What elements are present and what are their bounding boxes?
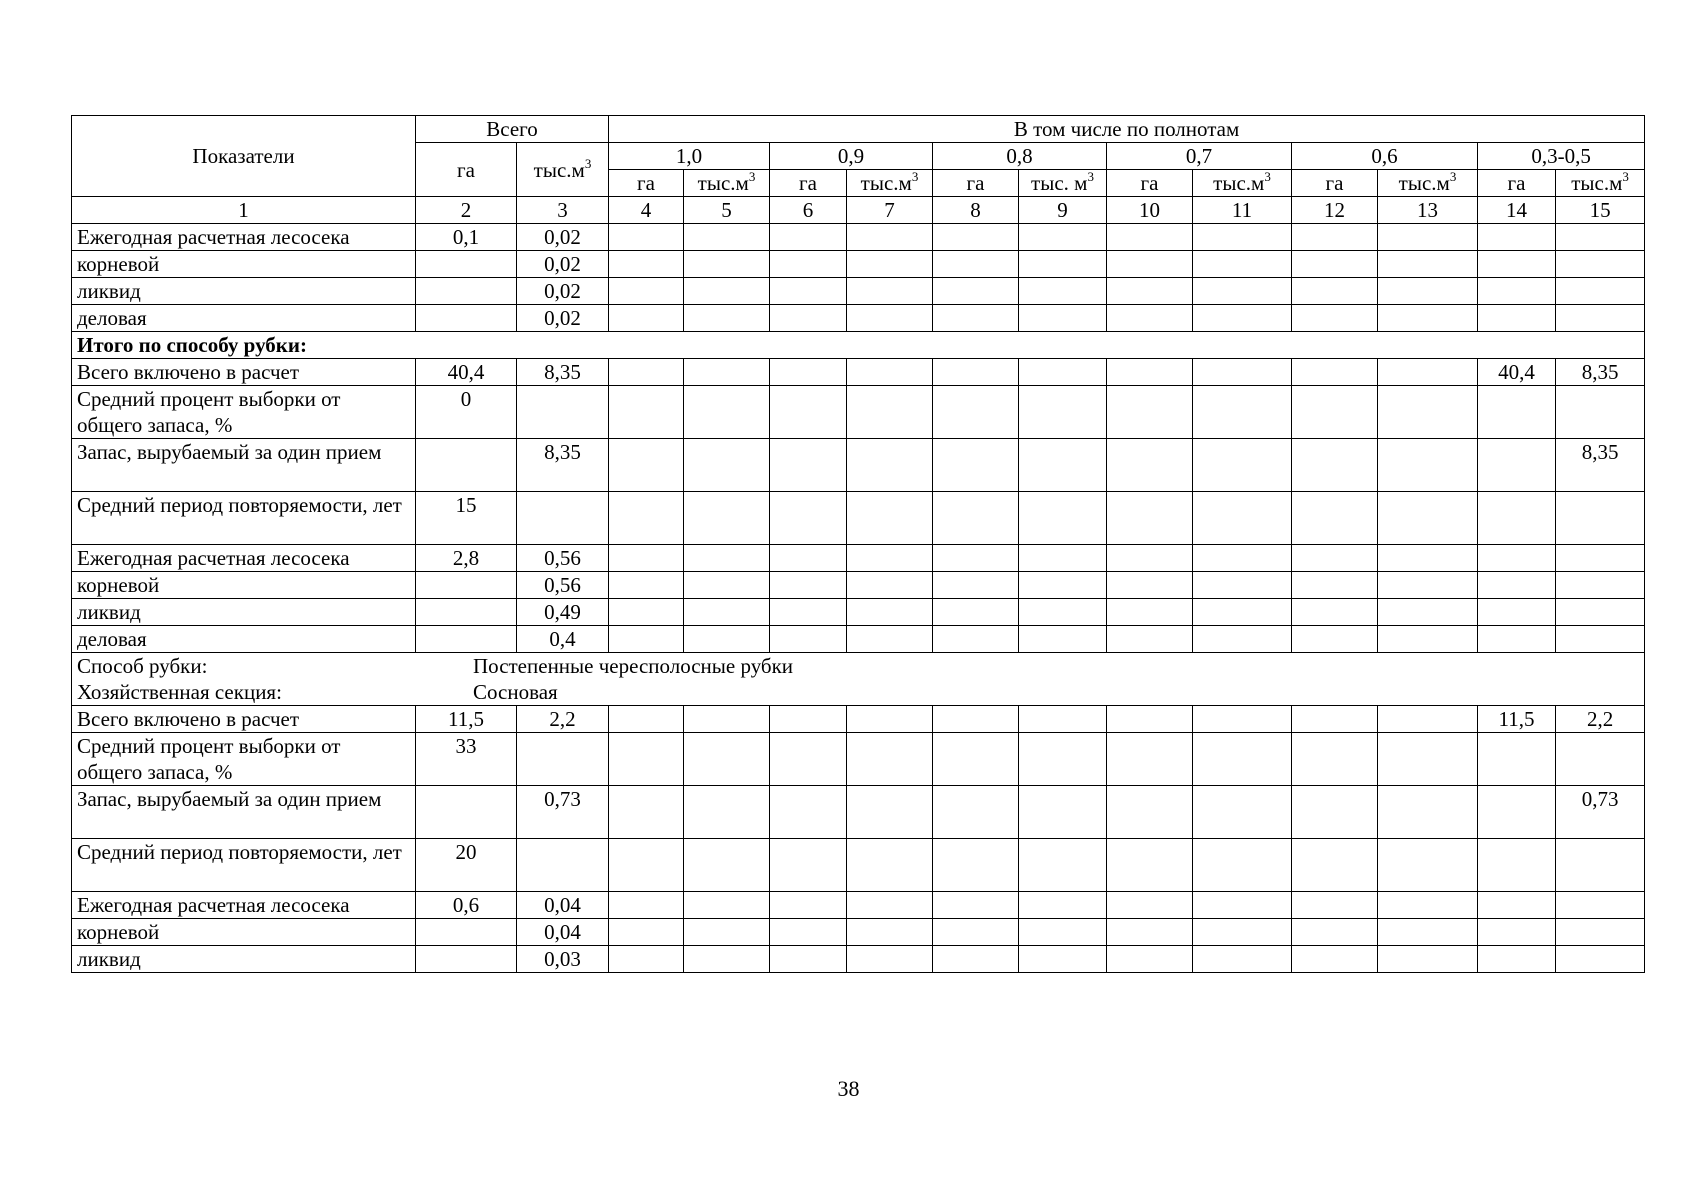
- row-label: Средний период повторяемости, лет: [72, 839, 416, 892]
- header-density-3: 0,8: [933, 143, 1107, 170]
- cell-value: 11,5: [1478, 706, 1556, 733]
- cell-value: 0,02: [517, 305, 609, 332]
- header-density-2: 0,9: [770, 143, 933, 170]
- row-label: деловая: [72, 626, 416, 653]
- table-row: [72, 733, 1645, 786]
- cell-value: 0,49: [517, 599, 609, 626]
- cell-value: 0,56: [517, 572, 609, 599]
- header-total-vol: $тыс.м^3$: [517, 143, 609, 197]
- section-title-row: [72, 332, 1645, 359]
- table-row: [72, 251, 1645, 278]
- cell-value: 2,2: [1556, 706, 1645, 733]
- header-unit-vol: $тыс.м^3$: [847, 170, 933, 197]
- col-number: 14: [1478, 197, 1556, 224]
- row-label: Ежегодная расчетная лесосека: [72, 224, 416, 251]
- table-row: [72, 224, 1645, 251]
- page-number: 38: [837, 1076, 860, 1101]
- row-label: ликвид: [72, 946, 416, 973]
- column-numbers-row: [72, 197, 1645, 224]
- table-row: [72, 892, 1645, 919]
- col-number: 9: [1019, 197, 1107, 224]
- header-unit-vol: $тыс.м^3$: [684, 170, 770, 197]
- col-number: 12: [1292, 197, 1378, 224]
- economy-value: Сосновая: [473, 680, 558, 704]
- cell-value: 0,6: [416, 892, 517, 919]
- cell-value: 40,4: [1478, 359, 1556, 386]
- header-unit-vol: $тыс.м^3$: [1378, 170, 1478, 197]
- row-label: корневой: [72, 919, 416, 946]
- header-unit-ha: га: [933, 170, 1019, 197]
- row-label: ликвид: [72, 599, 416, 626]
- table-row: [72, 626, 1645, 653]
- header-unit-ha: га: [1292, 170, 1378, 197]
- header-density-1: 1,0: [609, 143, 770, 170]
- cell-value: 8,35: [1556, 359, 1645, 386]
- table-row: [72, 545, 1645, 572]
- header-including: В том числе по полнотам: [609, 116, 1645, 143]
- method-label: Способ рубки:: [77, 654, 208, 678]
- cell-value: 0: [416, 386, 517, 439]
- col-number: 1: [72, 197, 416, 224]
- header-unit-vol: $тыс.м^3$: [1556, 170, 1645, 197]
- row-label: Всего включено в расчет: [72, 359, 416, 386]
- col-number: 8: [933, 197, 1019, 224]
- col-number: 13: [1378, 197, 1478, 224]
- economy-label: Хозяйственная секция:: [77, 680, 282, 704]
- table-row: [72, 919, 1645, 946]
- row-label: Средний процент выборки от общего запаса, %: [72, 386, 416, 439]
- table-row: [72, 359, 1645, 386]
- table-row: [72, 305, 1645, 332]
- row-label: Запас, вырубаемый за один прием: [72, 786, 416, 839]
- header-density-5: 0,6: [1292, 143, 1478, 170]
- col-number: 6: [770, 197, 847, 224]
- cell-value: 33: [416, 733, 517, 786]
- header-indicators: Показатели: [72, 116, 416, 197]
- row-label: ликвид: [72, 278, 416, 305]
- cell-value: 8,35: [517, 439, 609, 492]
- cell-value: 0,73: [1556, 786, 1645, 839]
- col-number: 2: [416, 197, 517, 224]
- col-number: 15: [1556, 197, 1645, 224]
- section-header-row: [72, 653, 1645, 706]
- header-unit-ha: га: [609, 170, 684, 197]
- cell-value: 0,04: [517, 892, 609, 919]
- table-row: [72, 386, 1645, 439]
- col-number: 3: [517, 197, 609, 224]
- cell-value: 15: [416, 492, 517, 545]
- method-value: Постепенные чересполосные рубки: [473, 654, 794, 678]
- row-label: деловая: [72, 305, 416, 332]
- col-number: 10: [1107, 197, 1193, 224]
- cell-value: 2,2: [517, 706, 609, 733]
- col-number: 4: [609, 197, 684, 224]
- cell-value: 0,02: [517, 251, 609, 278]
- row-label: Средний период повторяемости, лет: [72, 492, 416, 545]
- table-row: [72, 946, 1645, 973]
- cell-value: 0,1: [416, 224, 517, 251]
- cell-value: 2,8: [416, 545, 517, 572]
- table-row: [72, 599, 1645, 626]
- row-label: Ежегодная расчетная лесосека: [72, 545, 416, 572]
- cell-value: 0,02: [517, 278, 609, 305]
- header-total: Всего: [416, 116, 609, 143]
- cell-value: 40,4: [416, 359, 517, 386]
- row-label: корневой: [72, 572, 416, 599]
- cell-value: 0,56: [517, 545, 609, 572]
- cell-value: 0,03: [517, 946, 609, 973]
- table-row: [72, 839, 1645, 892]
- table-row: [72, 439, 1645, 492]
- row-label: корневой: [72, 251, 416, 278]
- table-row: [72, 572, 1645, 599]
- row-label: Запас, вырубаемый за один прием: [72, 439, 416, 492]
- row-label: Ежегодная расчетная лесосека: [72, 892, 416, 919]
- cell-value: 8,35: [517, 359, 609, 386]
- header-unit-ha: га: [770, 170, 847, 197]
- cell-value: 0,04: [517, 919, 609, 946]
- cell-value: 0,02: [517, 224, 609, 251]
- table-row: [72, 786, 1645, 839]
- forest-cut-table: [71, 115, 1645, 973]
- header-unit-ha: га: [1107, 170, 1193, 197]
- col-number: 11: [1193, 197, 1292, 224]
- header-density-4: 0,7: [1107, 143, 1292, 170]
- cell-value: 0,73: [517, 786, 609, 839]
- header-total-ha: га: [416, 143, 517, 197]
- row-label: Всего включено в расчет: [72, 706, 416, 733]
- table-row: [72, 492, 1645, 545]
- header-density-6: 0,3-0,5: [1478, 143, 1645, 170]
- cell-value: 8,35: [1556, 439, 1645, 492]
- row-label: Средний процент выборки от общего запаса, %: [72, 733, 416, 786]
- header-unit-ha: га: [1478, 170, 1556, 197]
- header-unit-vol: $тыс.м^3$: [1193, 170, 1292, 197]
- col-number: 5: [684, 197, 770, 224]
- cell-value: 0,4: [517, 626, 609, 653]
- header-unit-vol: тыс. $м^3$: [1019, 170, 1107, 197]
- table-row: [72, 706, 1645, 733]
- section-info: [72, 653, 1645, 706]
- total-by-method-title: Итого по способу рубки:: [72, 332, 1645, 359]
- table-row: [72, 278, 1645, 305]
- cell-value: 11,5: [416, 706, 517, 733]
- cell-value: 20: [416, 839, 517, 892]
- table-header: [72, 116, 1645, 224]
- col-number: 7: [847, 197, 933, 224]
